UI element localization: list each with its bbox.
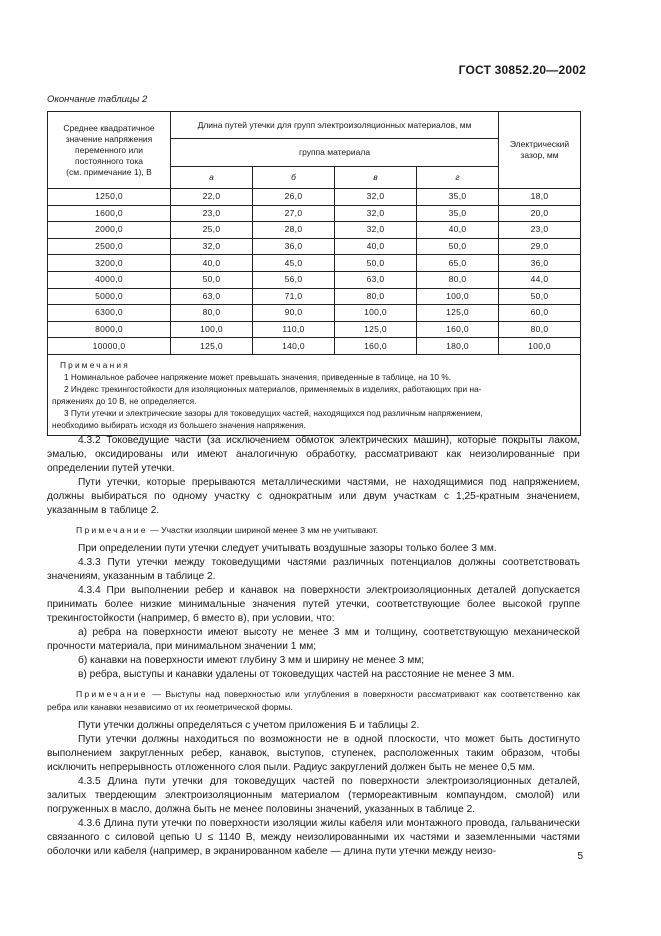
note-item: 1 Номинальное рабочее напряжение может превышать значения, приведенные в таблице, на 10 %. <box>64 371 451 382</box>
header-group-a: а <box>171 167 253 189</box>
cell: 40,0 <box>171 255 253 272</box>
cell: 90,0 <box>253 305 335 322</box>
cell: 8000,0 <box>48 321 171 338</box>
cell: 63,0 <box>171 288 253 305</box>
header-creepage: Длина путей утечки для групп электроизоляционных материалов, мм <box>171 112 499 139</box>
cell: 27,0 <box>253 205 335 222</box>
table-notes <box>48 354 581 435</box>
cell: 6300,0 <box>48 305 171 322</box>
paragraph-4-3-3: 4.3.3 Пути утечки между токоведущими частями различных потенциалов должны соответствовать значениям, указанным в таблице 2. <box>47 556 580 582</box>
cell: 125,0 <box>417 305 499 322</box>
cell: 32,0 <box>335 205 417 222</box>
cell: 35,0 <box>417 189 499 206</box>
cell: 18,0 <box>499 189 581 206</box>
cell: 100,0 <box>499 338 581 355</box>
cell: 100,0 <box>417 288 499 305</box>
cell: 40,0 <box>417 222 499 239</box>
paragraph-4-3-6: 4.3.6 Длина пути утечки по поверхности изоляции жилы кабеля или монтажного провода, гальванически связанного с силовой цепью U ≤ 1140 В, между неизолированными их частями и заземленными частями оболочки или кабеля (например, в экранированном кабеле — длина пути утечки между неизо- <box>47 818 580 858</box>
body-text <box>47 434 580 859</box>
cell: 50,0 <box>335 255 417 272</box>
cell: 50,0 <box>499 288 581 305</box>
cell: 32,0 <box>335 189 417 206</box>
cell: 100,0 <box>335 305 417 322</box>
cell: 180,0 <box>417 338 499 355</box>
cell: 65,0 <box>417 255 499 272</box>
paragraph-4-3-4: 4.3.4 При выполнении ребер и канавок на поверхности электроизоляционных деталей допускается принимать более низкие минимальные значения путей утечки, соответствующие более высокой группе трекингостойкости (например, б вместо в), при условии, что: <box>47 584 580 625</box>
table-row <box>48 189 581 206</box>
table-row <box>48 205 581 222</box>
paragraph: При определении пути утечки следует учитывать воздушные зазоры только более 3 мм. <box>78 542 497 554</box>
document-code: ГОСТ 30852.20—2002 <box>458 63 586 77</box>
cell: 125,0 <box>171 338 253 355</box>
cell: 36,0 <box>499 255 581 272</box>
note-item: пряжениях до 10 В, не определяется. <box>52 395 197 406</box>
cell: 100,0 <box>171 321 253 338</box>
header-group-b: б <box>253 167 335 189</box>
cell: 4000,0 <box>48 271 171 288</box>
cell: 110,0 <box>253 321 335 338</box>
cell: 50,0 <box>417 238 499 255</box>
cell: 160,0 <box>335 338 417 355</box>
paragraph-4-3-2: 4.3.2 Токоведущие части (за исключением обмоток электрических машин), которые покрыты лаком, эмалью, оксидированы или имеют аналогичную обработку, рассматривают как неизолированные при определении путей утечки. <box>47 435 580 475</box>
table-row <box>48 321 581 338</box>
cell: 140,0 <box>253 338 335 355</box>
cell: 10000,0 <box>48 338 171 355</box>
cell: 32,0 <box>171 238 253 255</box>
cell: 26,0 <box>253 189 335 206</box>
cell: 25,0 <box>171 222 253 239</box>
header-material-group: группа материала <box>171 139 499 167</box>
cell: 1600,0 <box>48 205 171 222</box>
paragraph: Пути утечки, которые прерываются металлическими частями, не находящимися под напряжением, должны выбираться по одному участку с однократным или двум участкам с 1,25-кратным значением, указанным в таблице 2. <box>47 477 580 517</box>
cell: 125,0 <box>335 321 417 338</box>
cell: 1250,0 <box>48 189 171 206</box>
cell: 63,0 <box>335 271 417 288</box>
header-clearance: Электрический зазор, мм <box>499 112 581 189</box>
note-item: 3 Пути утечки и электрические зазоры для токоведущих частей, находящихся под различным напряжением, <box>64 407 483 418</box>
cell: 28,0 <box>253 222 335 239</box>
cell: 2000,0 <box>48 222 171 239</box>
cell: 23,0 <box>499 222 581 239</box>
cell: 22,0 <box>171 189 253 206</box>
note-item: необходимо выбирать исходя из большего значения напряжения. <box>52 419 306 430</box>
table-row <box>48 305 581 322</box>
note-item: 2 Индекс трекингостойкости для изоляционных материалов, применяемых в изделиях, работающих при на- <box>64 383 482 394</box>
header-group-g: г <box>417 167 499 189</box>
cell: 20,0 <box>499 205 581 222</box>
table-row <box>48 288 581 305</box>
list-item-a: а) ребра на поверхности имеют высоту не менее 3 мм и толщину, соответствующую механической прочности материала, при минимальном значении 1 мм; <box>47 627 580 653</box>
cell: 32,0 <box>335 222 417 239</box>
page-number: 5 <box>577 851 583 862</box>
cell: 45,0 <box>253 255 335 272</box>
cell: 40,0 <box>335 238 417 255</box>
table-caption: Окончание таблицы 2 <box>47 94 148 105</box>
note: Примечание — Участки изоляции шириной менее 3 мм не учитывают. <box>76 524 379 535</box>
cell: 36,0 <box>253 238 335 255</box>
cell: 3200,0 <box>48 255 171 272</box>
cell: 50,0 <box>171 271 253 288</box>
header-voltage: Среднее квадратичное значение напряжения переменного или постоянного тока (см. примечание 1), В <box>48 112 171 189</box>
cell: 56,0 <box>253 271 335 288</box>
notes-title: Примечания <box>60 359 130 370</box>
cell: 23,0 <box>171 205 253 222</box>
list-item-v: в) ребра, выступы и канавки удалены от токоведущих частей на расстояние не менее 3 мм. <box>78 669 515 681</box>
paragraph: Пути утечки должны определяться с учетом приложения Б и таблицы 2. <box>78 719 420 731</box>
paragraph-4-3-5: 4.3.5 Длина пути утечки для токоведущих частей по поверхности электроизоляционных деталей, залитых твердеющим электроизоляционным материалом (термореактивным компаундом, смолой) или погруженных в масло, должна быть не менее половины значений, указанных в таблице 2. <box>47 775 580 816</box>
cell: 160,0 <box>417 321 499 338</box>
creepage-table <box>47 111 581 436</box>
cell: 80,0 <box>335 288 417 305</box>
list-item-b: б) канавки на поверхности имеют глубину 3 мм и ширину не менее 3 мм; <box>78 655 425 667</box>
note: Примечание — Выступы над поверхностью или углубления в поверхности рассматривают как соответственно как ребра или канавки независимо от их геометрической формы. <box>47 688 580 712</box>
table-row <box>48 238 581 255</box>
table-row <box>48 255 581 272</box>
cell: 80,0 <box>417 271 499 288</box>
table-row <box>48 338 581 355</box>
cell: 80,0 <box>171 305 253 322</box>
cell: 35,0 <box>417 205 499 222</box>
table-row <box>48 222 581 239</box>
paragraph: Пути утечки должны находиться по возможности не в одной плоскости, что может быть достигнуто выполнением закругленных ребер, канавок, выступов, ступенек, расположенных таким образом, чтобы исключить непрерывность отложенного слоя пыли. Радиус закруглений должен быть не менее 0,5 мм. <box>47 733 580 773</box>
table-row <box>48 271 581 288</box>
cell: 60,0 <box>499 305 581 322</box>
cell: 44,0 <box>499 271 581 288</box>
cell: 80,0 <box>499 321 581 338</box>
cell: 5000,0 <box>48 288 171 305</box>
header-group-v: в <box>335 167 417 189</box>
cell: 29,0 <box>499 238 581 255</box>
cell: 2500,0 <box>48 238 171 255</box>
cell: 71,0 <box>253 288 335 305</box>
